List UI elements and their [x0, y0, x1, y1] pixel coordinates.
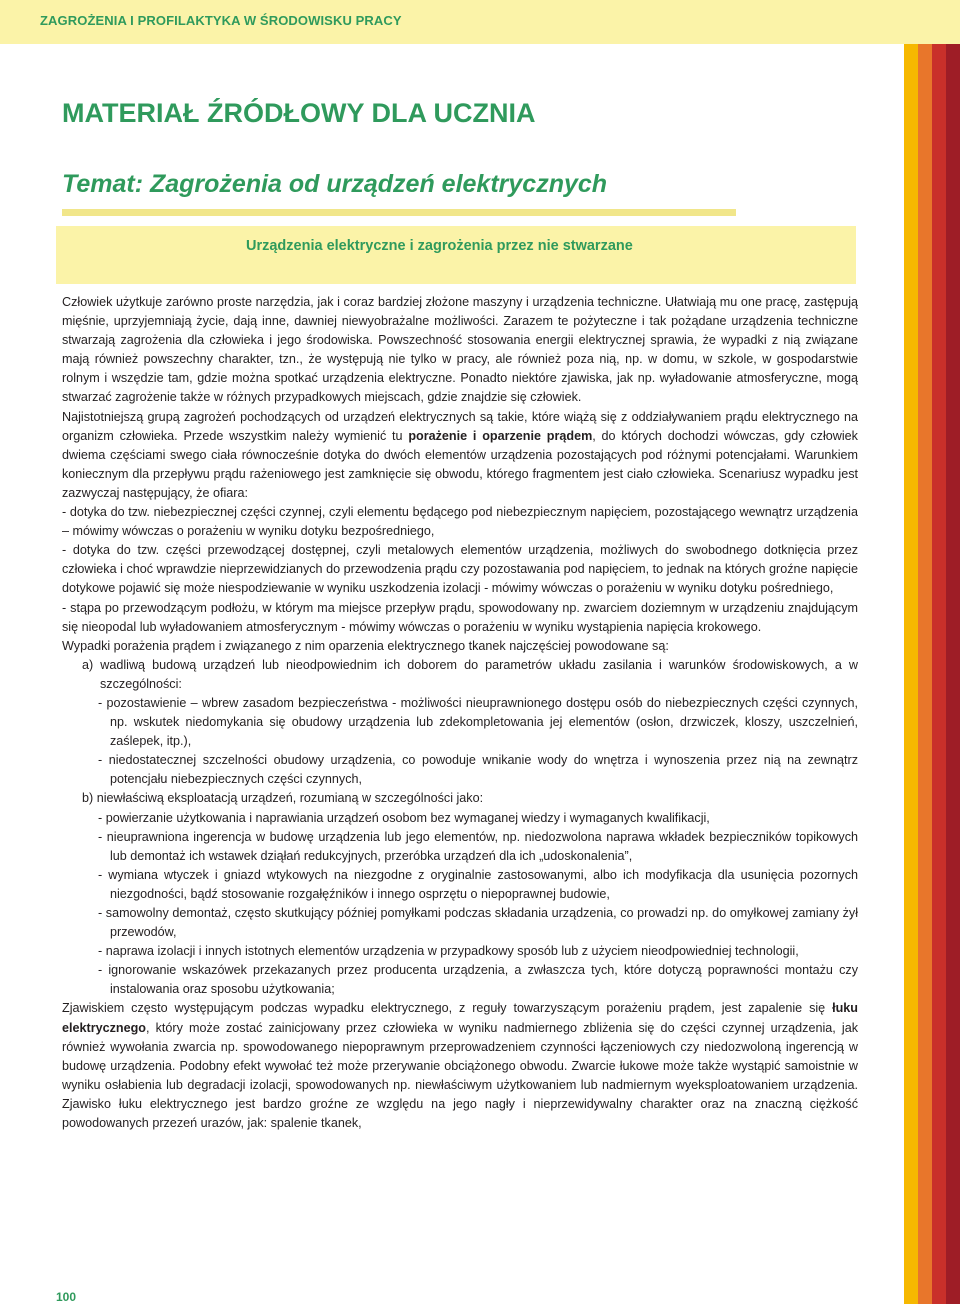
paragraph-hazards-text-1: Najistotniejszą grupą zagrożeń pochodzących od urządzeń elektrycznych są takie, które wiążą się z oddziaływaniem prądu elektrycznego na organizm człowieka. Przede wszystkim należy wymienić tu: [62, 409, 858, 443]
paragraph-arc-text-1: Zjawiskiem często występującym podczas wypadku elektrycznego, z reguły towarzyszącym porażeniu prądem, jest zapalenie się: [62, 1001, 833, 1016]
section-title-box: [56, 226, 856, 284]
cause-b-item-3: - wymiana wtyczek i gniazd wtykowych na niezgodne z oryginalnie zastosowanymi, albo ich modyfikacja dla usunięcia pozornych niezgodności, bądź stosowanie rozgałęźników i innego osprzętu o niepoprawnej budowie,: [98, 867, 858, 901]
side-bar-red: [932, 44, 946, 1304]
side-bar-orange: [918, 44, 932, 1304]
paragraph-electric-arc: [62, 999, 858, 1133]
topic-underline: [62, 209, 736, 216]
paragraph-arc-bold: łuku elektrycznego: [62, 1001, 858, 1035]
side-bar-dark-red: [946, 44, 960, 1304]
cause-list-b: [62, 789, 858, 808]
paragraph-causes: Wypadki porażenia prądem i związanego z nim oparzenia elektrycznego tkanek najczęściej powodowane są:: [62, 638, 669, 653]
cause-a: a) wadliwą budową urządzeń lub nieodpowiednim ich doborem do parametrów układu zasilania i warunków środowiskowych, a w szczególności:: [82, 657, 858, 691]
running-header: ZAGROŻENIA I PROFILAKTYKA W ŚRODOWISKU PRACY: [40, 13, 402, 28]
section-title: Urządzenia elektryczne i zagrożenia przez nie stwarzane: [246, 238, 633, 254]
page-number: 100: [56, 1290, 77, 1304]
paragraph-intro: Człowiek użytkuje zarówno proste narzędzia, jak i coraz bardziej złożone maszyny i urządzenia techniczne. Ułatwiają mu one pracę, zastępują mięśnie, uprzyjemniają życie, dają inne, dawniej niewyobrażalne możliwości. Zarazem te pożyteczne i tak pożądane urządzenia techniczne stwarzają zagrożenia dla człowieka i jego środowiska. Powszechność stosowania energii elektrycznej sprawia, że wypadki z nią związane mają również powszechny charakter, tzn., że występują nie tylko w pracy, ale również poza nią, np. w domu, w szkole, w gospodarstwie rolnym i wszędzie tam, gdzie można spotkać urządzenia elektryczne. Ponadto niektóre zjawiska, jak np. wyładowanie atmosferyczne, mogą stwarzać zagrożenie także w różnych przypadkowych miejscach, gdzie znajdzie się człowiek.: [62, 295, 858, 405]
page-title: MATERIAŁ ŹRÓDŁOWY DLA UCZNIA: [62, 98, 536, 128]
cause-b-item-2: - nieuprawniona ingerencja w budowę urządzenia lub jego elementów, np. niedozwolona naprawa wkładek bezpieczników topikowych lub demontaż ich wstawek dziąłań redukcyjnych, przeróbka urządzeń dla ich „udoskonalenia”,: [98, 829, 858, 863]
scenario-indirect-contact: - dotyka do tzw. części przewodzącej dostępnej, czyli metalowych elementów urządzenia, możliwych do swobodnego dotknięcia przez człowieka i choć wprawdzie nieprzewidzianych do przewodzenia prądu czy pozostawania pod napięciem, to jednak na których groźne napięcie dotykowe pojawić się może niespodziewanie w wyniku uszkodzenia izolacji - mówimy wówczas o porażeniu w wyniku dotyku pośredniego,: [62, 543, 858, 596]
scenario-direct-contact: - dotyka do tzw. niebezpiecznej części czynnej, czyli elementu będącego pod niebezpiecznym napięciem, pozostającego wewnątrz urządzenia – mówimy wówczas o porażeniu w wyniku dotyku bezpośredniego,: [62, 505, 858, 539]
scenario-step-voltage: - stąpa po przewodzącym podłożu, w którym ma miejsce przepływ prądu, spowodowany np. zwarciem doziemnym w urządzeniu znajdującym się nieopodal lub wyładowaniem atmosferycznym - mówimy wówczas o porażeniu w wyniku wystąpienia napięcia krokowego.: [62, 600, 858, 634]
cause-b-item-1: - powierzanie użytkowania i naprawiania urządzeń osobom bez wymaganej wiedzy i wymaganych kwalifikacji,: [98, 810, 710, 825]
cause-b-item-6: - ignorowanie wskazówek przekazanych przez producenta urządzenia, a zwłaszcza tych, które dotyczą poprawności montażu czy instalowania oraz sposobu użytkowania;: [98, 963, 858, 997]
paragraph-hazards: [62, 408, 858, 503]
cause-b-item-5: - naprawa izolacji i innych istotnych elementów urządzenia w przypadkowy sposób lub z użyciem nieodpowiedniej technologii,: [98, 944, 799, 959]
cause-a-item-1: - pozostawienie – wbrew zasadom bezpieczeństwa - możliwości nieuprawnionego dostępu osób do niebezpiecznych części czynnych, np. wskutek niedomykania się obudowy urządzenia lub zdekompletowania jej elementów (osłon, drzwiczek, kloszy, uszczelnień, zaślepek, itp.),: [98, 695, 858, 749]
side-bar-yellow: [904, 44, 918, 1304]
paragraph-hazards-text-2: , do których dochodzi wówczas, gdy człowiek dwiema częściami swego ciała równocześnie dotyka do dwóch elementów urządzenia pozostających pod różnymi potencjałami. Warunkiem koniecznym dla przepływu prądu rażeniowego jest zamknięcie się obwodu, którego fragmentem jest ciało człowieka. Scenariusz wypadku jest zazwyczaj następujący, że ofiara:: [62, 428, 858, 500]
paragraph-hazards-bold: porażenie i oparzenie prądem: [408, 428, 593, 443]
cause-list-a: [62, 656, 858, 694]
paragraph-arc-text-2: , który może zostać zainicjowany przez człowieka w wyniku nadmiernego zbliżenia się do części czynnej urządzenia, jak również wywołania zwarcia np. spowodowanego niepoprawnym przeprowadzeniem czynności łączeniowych czy niedozwoloną ingerencją w budowę urządzenia. Podobny efekt wywołać też może przerywanie obciążonego obwodu. Zwarcie łukowe może także wystąpić samoistnie w wyniku osłabienia lub degradacji izolacji, spowodowanych np. niewłaściwym użytkowaniem lub nadmiernym wyeksploatowaniem urządzenia. Zjawisko łuku elektrycznego jest bardzo groźne ze względu na jego nagły i nieprzewidywalny charakter oraz na znaczną ciężkość powodowanych przezeń urazów, jak: spalenie tkanek,: [62, 1020, 858, 1131]
decorative-side-bars: [904, 44, 960, 1304]
cause-b: b) niewłaściwą eksploatacją urządzeń, rozumianą w szczególności jako:: [82, 791, 484, 806]
body-text: [62, 293, 858, 1133]
cause-a-item-2: - niedostatecznej szczelności obudowy urządzenia, co powoduje wnikanie wody do wnętrza i wynoszenia przez nią na zewnątrz potencjału niebezpiecznych części czynnych,: [98, 753, 858, 787]
topic-title: Temat: Zagrożenia od urządzeń elektrycznych: [62, 170, 608, 198]
cause-b-item-4: - samowolny demontaż, często skutkujący później pomyłkami podczas składania urządzenia, co prowadzi np. do omyłkowej zamiany żył przewodów,: [98, 906, 858, 940]
